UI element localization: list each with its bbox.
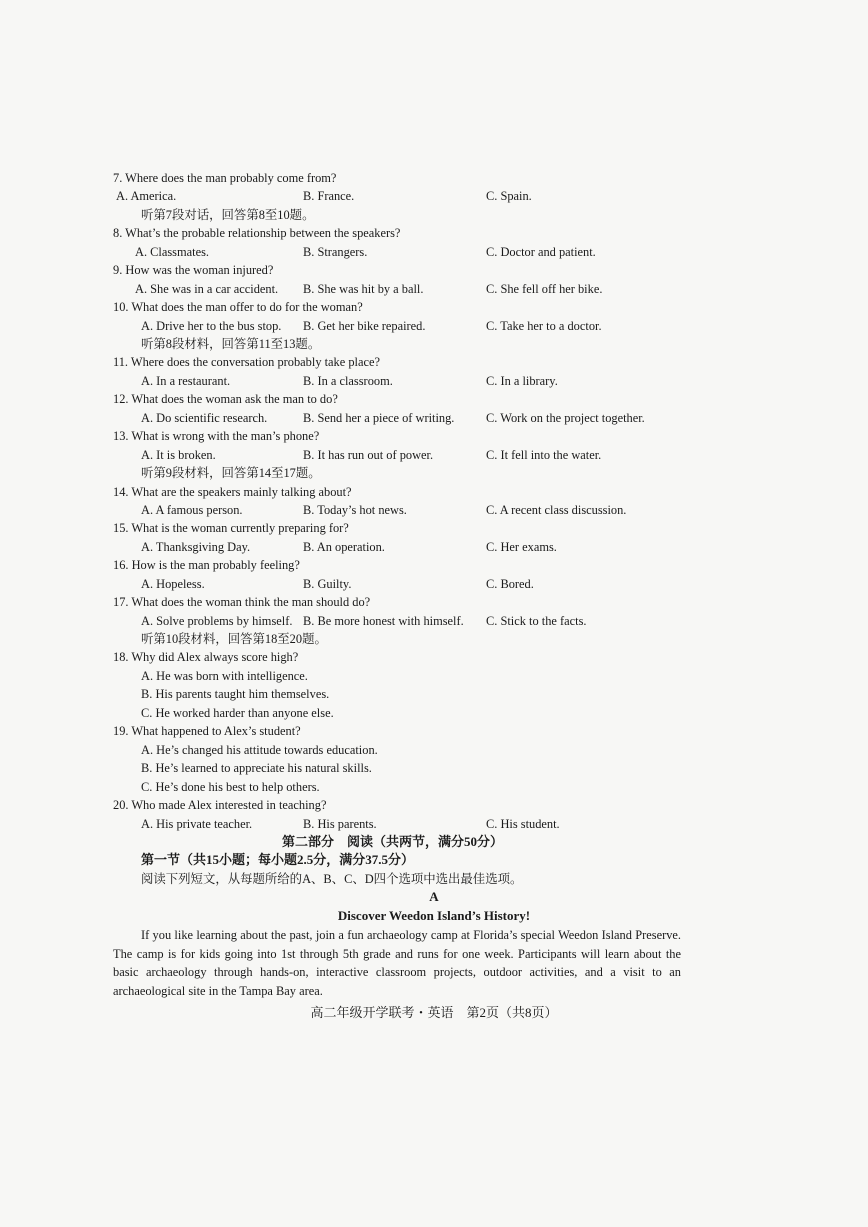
question-stem-q13: 13. What is wrong with the man’s phone? [113,429,320,443]
answer-option-q16-a: A. Hopeless. [141,577,205,591]
answer-option-q19-a: A. He’s changed his attitude towards education. [141,743,378,757]
answer-option-q12-a: A. Do scientific research. [141,411,268,425]
question-stem-q14: 14. What are the speakers mainly talking about? [113,485,352,499]
answer-option-q15-a: A. Thanksgiving Day. [141,540,251,554]
answer-option-q14-c: C. A recent class discussion. [486,503,627,517]
answer-option-q13-b: B. It has run out of power. [303,448,434,462]
listening-instruction: 听第7段对话，回答第8至10题。 [141,208,315,222]
question-stem-q19: 19. What happened to Alex’s student? [113,724,301,738]
answer-option-q7-a: A. America. [116,189,177,203]
part-two-heading: 第二部分 阅读（共两节，满分50分） [282,834,504,849]
answer-option-q10-c: C. Take her to a doctor. [486,319,602,333]
answer-option-q7-c: C. Spain. [486,189,532,203]
answer-option-q17-a: A. Solve problems by himself. [141,614,293,628]
question-stem-q10: 10. What does the man offer to do for the woman? [113,300,363,314]
answer-option-q13-c: C. It fell into the water. [486,448,602,462]
question-stem-q7: 7. Where does the man probably come from? [113,171,337,185]
answer-option-q11-a: A. In a restaurant. [141,374,231,388]
answer-option-q12-c: C. Work on the project together. [486,411,645,425]
page-footer: 高二年级开学联考・英语 第2页（共8页） [310,1005,558,1020]
listening-instruction: 听第10段材料，回答第18至20题。 [141,632,327,646]
answer-option-q7-b: B. France. [303,189,355,203]
question-stem-q16: 16. How is the man probably feeling? [113,558,300,572]
listening-instruction: 听第9段材料，回答第14至17题。 [141,466,321,480]
answer-option-q15-b: B. An operation. [303,540,385,554]
answer-option-q11-b: B. In a classroom. [303,374,393,388]
question-stem-q17: 17. What does the woman think the man should do? [113,595,371,609]
answer-option-q9-c: C. She fell off her bike. [486,282,603,296]
answer-option-q18-b: B. His parents taught him themselves. [141,687,330,701]
answer-option-q11-c: C. In a library. [486,374,558,388]
answer-option-q20-b: B. His parents. [303,817,377,831]
answer-option-q19-c: C. He’s done his best to help others. [141,780,320,794]
answer-option-q8-b: B. Strangers. [303,245,368,259]
answer-option-q20-a: A. His private teacher. [141,817,253,831]
reading-instruction: 阅读下列短文，从每题所给的A、B、C、D四个选项中选出最佳选项。 [141,872,523,886]
answer-option-q10-a: A. Drive her to the bus stop. [141,319,282,333]
answer-option-q18-a: A. He was born with intelligence. [141,669,308,683]
answer-option-q17-c: C. Stick to the facts. [486,614,587,628]
question-stem-q18: 18. Why did Alex always score high? [113,650,299,664]
answer-option-q12-b: B. Send her a piece of writing. [303,411,455,425]
question-stem-q20: 20. Who made Alex interested in teaching? [113,798,327,812]
passage-text: If you like learning about the past, join a fun archaeology camp at Florida’s special Weedon Island Preserve. The camp is for kids going into 1st through 5th grade and runs for one week. Participants will learn about the basic archaeology through hands-on, interactive classroom projects, outdoor activities, and a visit to an archaeological site in the Tampa Bay area. [113,928,681,998]
section-one-heading: 第一节（共15小题；每小题2.5分，满分37.5分） [141,852,415,867]
answer-option-q13-a: A. It is broken. [141,448,216,462]
answer-option-q9-b: B. She was hit by a ball. [303,282,424,296]
question-stem-q11: 11. Where does the conversation probably take place? [113,355,380,369]
answer-option-q8-a: A. Classmates. [135,245,209,259]
question-stem-q15: 15. What is the woman currently preparing for? [113,521,349,535]
answer-option-q16-c: C. Bored. [486,577,534,591]
answer-option-q9-a: A. She was in a car accident. [135,282,279,296]
passage-title: Discover Weedon Island’s History! [337,908,531,923]
answer-option-q14-a: A. A famous person. [141,503,243,517]
listening-instruction: 听第8段材料，回答第11至13题。 [141,337,321,351]
answer-option-q19-b: B. He’s learned to appreciate his natural skills. [141,761,372,775]
answer-option-q8-c: C. Doctor and patient. [486,245,596,259]
passage-letter: A [429,889,439,904]
answer-option-q20-c: C. His student. [486,817,560,831]
answer-option-q15-c: C. Her exams. [486,540,557,554]
answer-option-q17-b: B. Be more honest with himself. [303,614,464,628]
question-stem-q8: 8. What’s the probable relationship between the speakers? [113,226,401,240]
answer-option-q18-c: C. He worked harder than anyone else. [141,706,334,720]
question-stem-q12: 12. What does the woman ask the man to do? [113,392,338,406]
answer-option-q16-b: B. Guilty. [303,577,352,591]
answer-option-q10-b: B. Get her bike repaired. [303,319,426,333]
answer-option-q14-b: B. Today’s hot news. [303,503,407,517]
question-stem-q9: 9. How was the woman injured? [113,263,274,277]
